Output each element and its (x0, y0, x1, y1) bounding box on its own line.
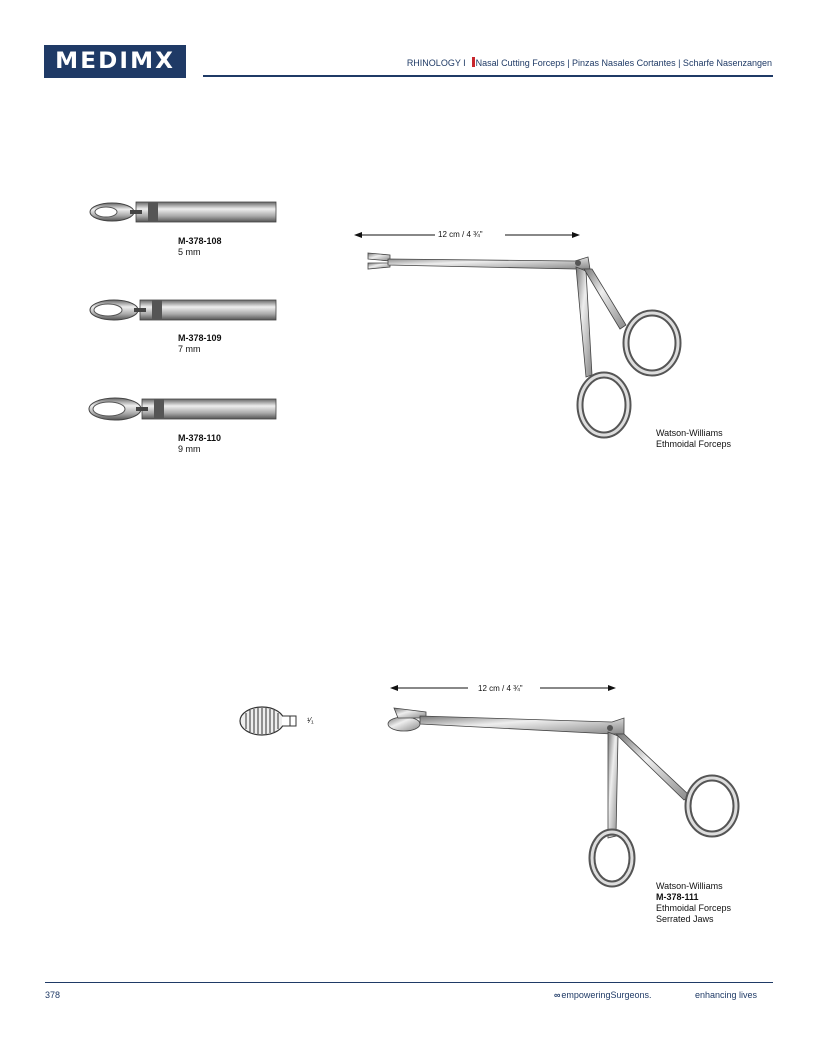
footer-tagline: enhancing lives (695, 990, 758, 1000)
tip-code: M-378-110 (178, 433, 222, 443)
tip-label-2 (178, 333, 222, 355)
forceps2-dimension: 12 cm / 4 ¾" (478, 684, 523, 693)
forceps1-desc: Ethmoidal Forceps (656, 439, 732, 449)
forceps2-label (656, 881, 731, 925)
tip-image-9mm (86, 395, 282, 425)
forceps2-desc2: Serrated Jaws (656, 914, 714, 924)
tip-code: M-378-109 (178, 333, 222, 343)
footer-divider (45, 982, 773, 983)
forceps-image-1 (350, 225, 730, 450)
tip-image-5mm (86, 198, 282, 228)
tip-image-7mm (86, 296, 282, 326)
tip-size: 7 mm (178, 344, 201, 354)
tip-label-1 (178, 236, 222, 258)
tip-code: M-378-108 (178, 236, 222, 246)
serrated-tip-image (238, 704, 308, 738)
page-title: Nasal Cutting Forceps | Pinzas Nasales Cortantes | Scharfe Nasenzangen (475, 58, 772, 68)
footer-brand (554, 990, 651, 1000)
tip-size: 9 mm (178, 444, 201, 454)
brand-logo (44, 45, 186, 78)
tip-size: 5 mm (178, 247, 201, 257)
forceps2-name: Watson-Williams (656, 881, 723, 891)
forceps1-dimension: 12 cm / 4 ¾" (438, 230, 483, 239)
accent-mark (472, 57, 475, 67)
tip-label-3 (178, 433, 221, 455)
forceps2-code: M-378-111 (656, 892, 699, 902)
scale-note: ¹⁄₁ (307, 716, 314, 725)
forceps2-desc: Ethmoidal Forceps (656, 903, 732, 913)
page-number: 378 (45, 990, 61, 1000)
brand-mark-icon: ∞ (554, 990, 561, 1000)
page-header (407, 57, 772, 68)
header-divider (203, 75, 773, 77)
logo-text: MEDIMX (55, 49, 175, 74)
footer-brand-text: empoweringSurgeons. (561, 990, 652, 1000)
forceps1-name: Watson-Williams (656, 428, 723, 438)
section-label: RHINOLOGY I (406, 58, 466, 68)
forceps-image-2 (380, 676, 740, 891)
forceps1-label (656, 428, 731, 450)
